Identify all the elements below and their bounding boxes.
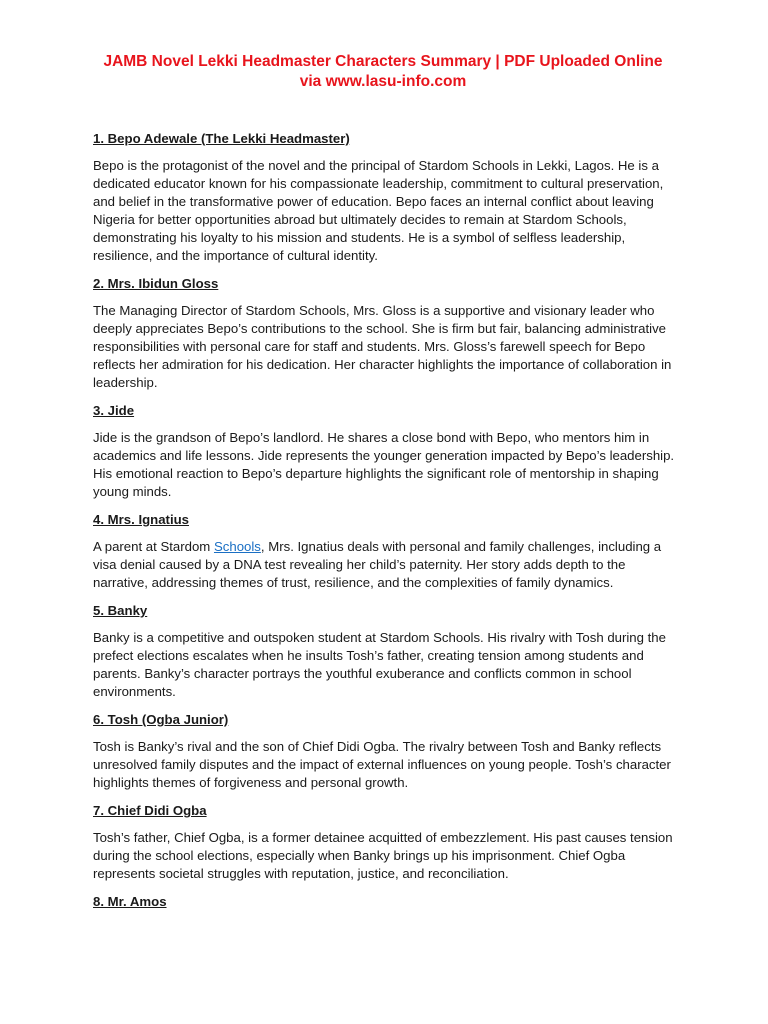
section-body: Tosh is Banky’s rival and the son of Chief Didi Ogba. The rivalry between Tosh and Banky reflects unresolved family disputes and the impact of external influences on young people. Tosh’s character highlights themes of forgiveness and personal growth. [93,739,671,790]
section-banky [93,602,683,701]
section-heading: 3. Jide [93,403,135,418]
section-mrs-ignatius [93,511,683,592]
document-page [93,52,683,920]
section-heading: 5. Banky [93,603,148,618]
section-heading: 7. Chief Didi Ogba [93,803,207,818]
section-mrs-ibidun-gloss [93,275,683,392]
section-heading: 1. Bepo Adewale (The Lekki Headmaster) [93,131,350,146]
section-body [93,538,683,592]
section-body: Bepo is the protagonist of the novel and the principal of Stardom Schools in Lekki, Lagos. He is a dedicated educator known for his compassionate leadership, commitment to cultural preservation, and belief in the transformative power of education. Bepo faces an internal conflict about leaving Nigeria for better opportunities abroad but ultimately decides to remain at Stardom Schools, demonstrating his loyalty to his mission and students. He is a symbol of selfless leadership, resilience, and the importance of cultural identity. [93,158,664,263]
section-body-text: A parent at Stardom [93,539,214,554]
section-bepo-adewale [93,130,683,265]
section-mr-amos [93,893,683,910]
section-body: Jide is the grandson of Bepo’s landlord. He shares a close bond with Bepo, who mentors him in academics and life lessons. Jide represents the younger generation impacted by Bepo’s leadership. His emotional reaction to Bepo’s departure highlights the significant role of mentorship in shaping young minds. [93,430,675,499]
section-jide [93,402,683,501]
document-title: JAMB Novel Lekki Headmaster Characters Summary | PDF Uploaded Online via www.lasu-info.com [103,53,663,90]
section-heading: 8. Mr. Amos [93,894,167,909]
section-body: Tosh’s father, Chief Ogba, is a former detainee acquitted of embezzlement. His past causes tension during the school elections, especially when Banky brings up his imprisonment. Chief Ogba represents societal struggles with reputation, justice, and reconciliation. [93,830,673,881]
section-body: Banky is a competitive and outspoken student at Stardom Schools. His rivalry with Tosh during the prefect elections escalates when he insults Tosh’s father, creating tension among students and parents. Banky’s character portrays the youthful exuberance and conflicts common in school environments. [93,630,666,699]
section-heading: 6. Tosh (Ogba Junior) [93,712,229,727]
section-heading: 2. Mrs. Ibidun Gloss [93,276,219,291]
section-tosh [93,711,683,792]
section-chief-didi-ogba [93,802,683,883]
section-body-text: , Mrs. Ignatius deals with personal and family challenges, including a visa denial caused by a DNA test revealing her child’s paternity. Her story adds depth to the narrative, addressing themes of trust, resilience, and the complexities of family dynamics. [93,539,662,590]
schools-link[interactable]: Schools [213,539,261,554]
section-heading: 4. Mrs. Ignatius [93,512,189,527]
section-body: The Managing Director of Stardom Schools, Mrs. Gloss is a supportive and visionary leader who deeply appreciates Bepo’s contributions to the school. She is firm but fair, balancing administrative responsibilities with personal care for staff and students. Mrs. Gloss’s farewell speech for Bepo reflects her admiration for his dedication. Her character highlights the importance of collaboration in leadership. [93,303,672,390]
